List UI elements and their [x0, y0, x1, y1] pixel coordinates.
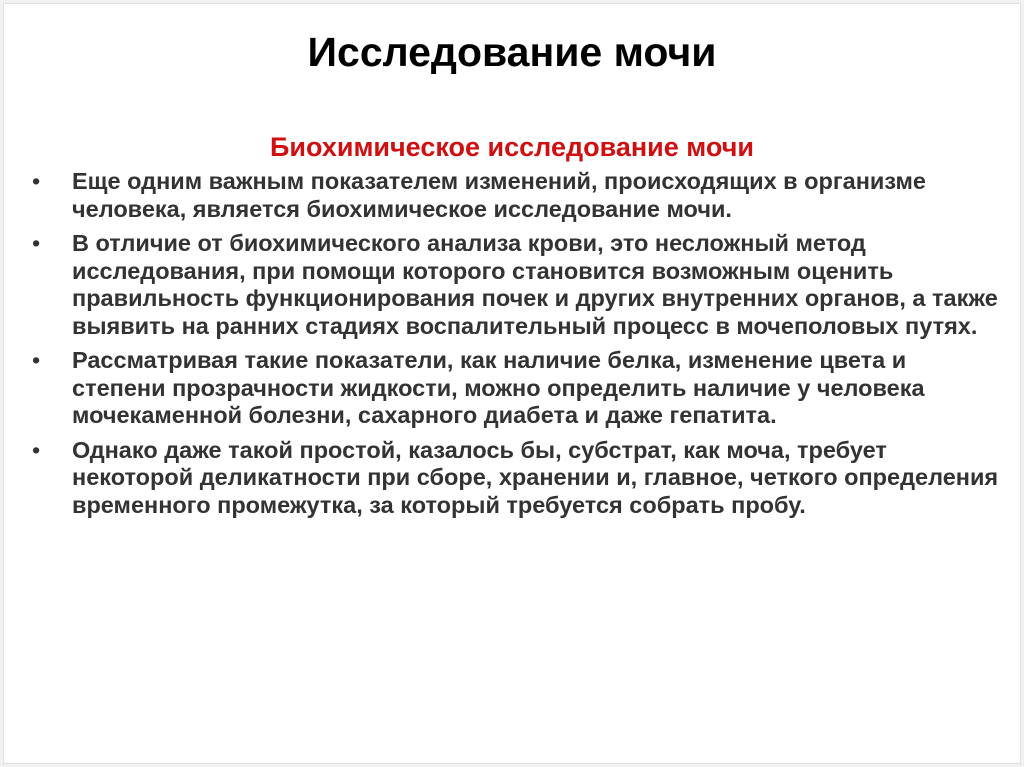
slide-subtitle: Биохимическое исследование мочи: [270, 132, 754, 162]
bullet-icon: •: [32, 230, 41, 256]
bullet-text: Однако даже такой простой, казалось бы, субстрат, как моча, требует некоторой деликатности при сборе, хранении и, главное, четкого определения временного промежутка, за который требуется собрать пробу.: [72, 436, 999, 518]
bullet-item: [26, 437, 1002, 520]
bullet-icon: •: [32, 347, 41, 373]
bullet-text: В отличие от биохимического анализа крови, это несложный метод исследования, при помощи которого становится возможным оценить правильность функционирования почек и других внутренних органов, а также выявить на ранних стадиях воспалительный процесс в мочеполовых путях.: [72, 230, 998, 339]
bullet-item: [26, 347, 1002, 430]
bullet-icon: •: [32, 168, 41, 194]
bullet-item: [26, 230, 1002, 340]
slide: [3, 3, 1021, 764]
bullet-text: Еще одним важным показателем изменений, происходящих в организме человека, является биохимическое исследование мочи.: [72, 168, 926, 222]
bullet-item: [26, 168, 1002, 223]
bullet-text: Рассматривая такие показатели, как наличие белка, изменение цвета и степени прозрачности жидкости, можно определить наличие у человека мочекаменной болезни, сахарного диабета и даже гепатита.: [72, 347, 925, 428]
bullet-list: [26, 168, 1002, 526]
bullet-icon: •: [32, 436, 41, 463]
slide-title: Исследование мочи: [307, 29, 717, 75]
